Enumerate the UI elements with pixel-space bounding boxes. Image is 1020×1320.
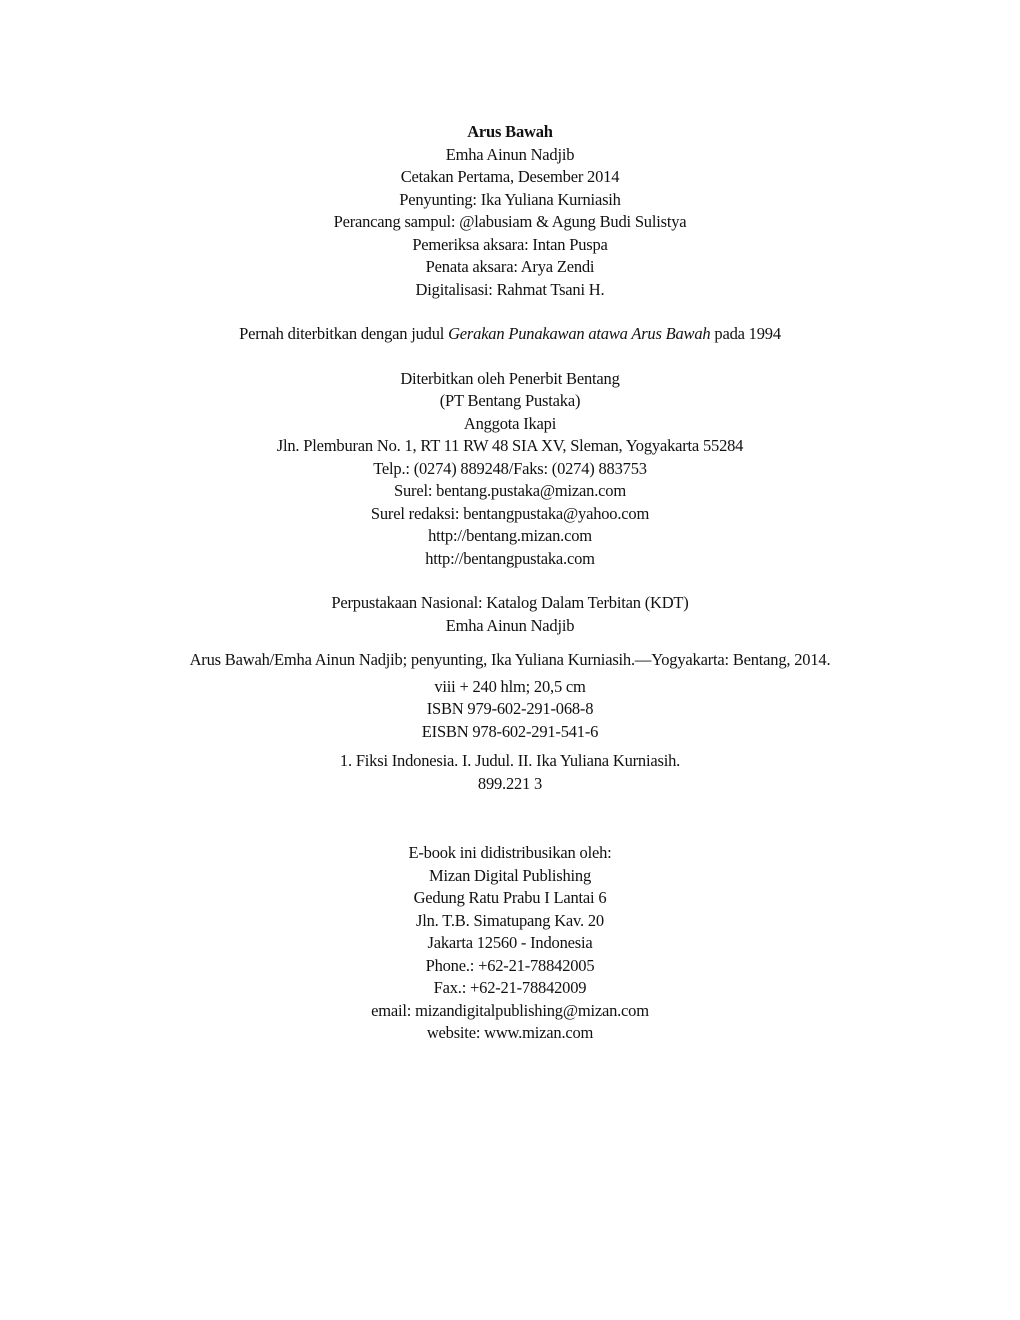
proofreader-line: Pemeriksa aksara: Intan Puspa	[412, 234, 608, 254]
distributor-email: email: mizandigitalpublishing@mizan.com	[371, 1000, 649, 1020]
copyright-page	[0, 121, 1020, 1045]
previous-publication-title: Gerakan Punakawan atawa Arus Bawah	[448, 324, 711, 343]
typesetter-line: Penata aksara: Arya Zendi	[425, 257, 595, 276]
previous-publication-prefix: Pernah diterbitkan dengan judul	[239, 324, 449, 343]
publisher-block	[0, 368, 1020, 571]
distributor-building: Gedung Ratu Prabu I Lantai 6	[413, 888, 607, 907]
distributor-city: Jakarta 12560 - Indonesia	[427, 933, 593, 952]
catalog-subjects: 1. Fiksi Indonesia. I. Judul. II. Ika Yuliana Kurniasih.	[339, 751, 681, 770]
catalog-isbn: ISBN 979-602-291-068-8	[426, 699, 594, 718]
publisher-editorial-email: Surel redaksi: bentangpustaka@yahoo.com	[370, 503, 650, 523]
publisher-website-1: http://bentang.mizan.com	[428, 526, 592, 545]
catalog-heading: Perpustakaan Nasional: Katalog Dalam Terbitan (KDT)	[331, 593, 689, 612]
distributor-line-1: E-book ini didistribusikan oleh:	[408, 843, 612, 862]
book-author: Emha Ainun Nadjib	[445, 144, 575, 164]
distributor-block	[0, 842, 1020, 1045]
book-credits	[0, 121, 1020, 301]
distributor-street: Jln. T.B. Simatupang Kav. 20	[416, 910, 604, 930]
catalog-pages: viii + 240 hlm; 20,5 cm	[434, 676, 586, 696]
publisher-line-3: Anggota Ikapi	[463, 413, 557, 433]
publisher-address: Jln. Plemburan No. 1, RT 11 RW 48 SIA XV, Sleman, Yogyakarta 55284	[276, 436, 744, 455]
publisher-phone: Telp.: (0274) 889248/Faks: (0274) 883753	[373, 458, 647, 478]
catalog-entry: Arus Bawah/Emha Ainun Nadjib; penyunting, Ika Yuliana Kurniasih.—Yogyakarta: Bentang, 2014.	[189, 650, 831, 669]
distributor-name: Mizan Digital Publishing	[428, 865, 592, 885]
distributor-phone: Phone.: +62-21-78842005	[425, 955, 595, 975]
previous-publication-suffix: pada 1994	[710, 324, 781, 343]
distributor-website: website: www.mizan.com	[426, 1023, 594, 1042]
catalog-block	[0, 592, 1020, 795]
previous-publication-line	[0, 323, 1020, 346]
catalog-classification: 899.221 3	[477, 773, 543, 793]
publisher-website-2: http://bentangpustaka.com	[425, 548, 595, 568]
edition-line: Cetakan Pertama, Desember 2014	[400, 167, 620, 186]
distributor-fax: Fax.: +62-21-78842009	[433, 978, 587, 997]
digitalization-line: Digitalisasi: Rahmat Tsani H.	[415, 279, 605, 299]
publisher-line-2: (PT Bentang Pustaka)	[439, 391, 581, 410]
publisher-email: Surel: bentang.pustaka@mizan.com	[394, 481, 626, 500]
editor-line: Penyunting: Ika Yuliana Kurniasih	[399, 189, 621, 209]
book-title: Arus Bawah	[467, 122, 553, 141]
publisher-line-1: Diterbitkan oleh Penerbit Bentang	[400, 368, 620, 388]
cover-designer-line: Perancang sampul: @labusiam & Agung Budi Sulistya	[333, 212, 687, 231]
catalog-eisbn: EISBN 978-602-291-541-6	[421, 721, 599, 741]
catalog-author: Emha Ainun Nadjib	[445, 615, 575, 635]
